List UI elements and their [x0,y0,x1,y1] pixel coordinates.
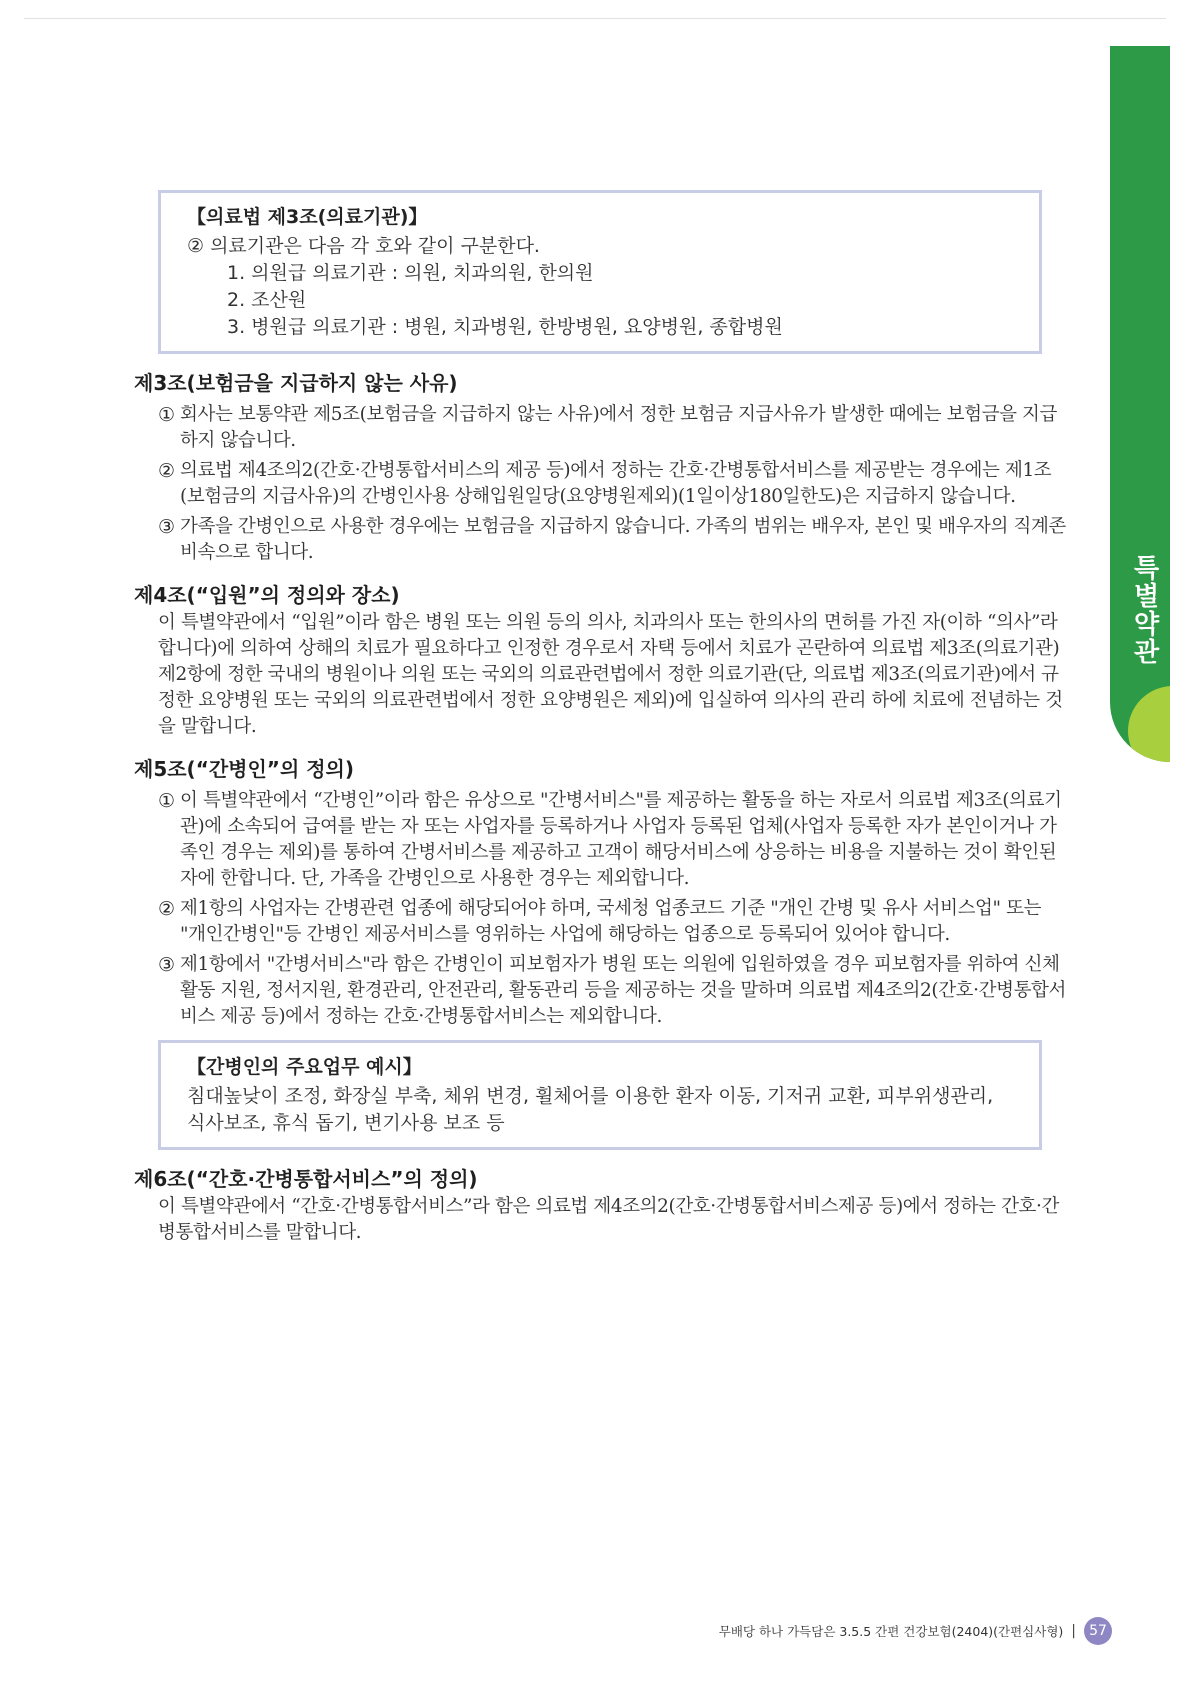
side-tab-label: 특별약관 [1129,554,1159,666]
clause-text: 가족을 간병인으로 사용한 경우에는 보험금을 지급하지 않습니다. 가족의 범위는 배우자, 본인 및 배우자의 직계존비속으로 합니다. [180,516,1066,563]
page-footer [700,1618,1112,1644]
top-rule [24,18,1166,19]
article4-text: 이 특별약관에서 “입원”이라 함은 병원 또는 의원 등의 의사, 치과의사 또는 한의사의 면허를 가진 자(이하 “의사”라 합니다)에 의하여 상해의 치료가 필요하다고 인정한 경우로서 자택 등에서 치료가 곤란하여 의료법 제3조(의료기관) 제2항에 정한 국내의 병원이나 의원 또는 국외의 의료관련법에서 정한 의료기관(단, 의료법 제3조(의료기관)에서 규정한 요양병원 또는 국외의 의료관련법에서 정한 요양병원은 제외)에 입실하여 의사의 관리 하에 치료에 전념하는 것을 말합니다. [158,612,1063,737]
clause-number: ① [158,790,176,812]
medical-law-box-item: 1. 의원급 의료기관 : 의원, 치과의원, 한의원 [227,262,594,284]
article6-text: 이 특별약관에서 “간호·간병통합서비스”라 함은 의료법 제4조의2(간호·간병통합서비스제공 등)에서 정하는 간호·간병통합서비스를 말합니다. [158,1196,1059,1243]
clause-number: ③ [158,954,176,976]
clause-text: 의료법 제4조의2(간호·간병통합서비스의 제공 등)에서 정하는 간호·간병통합서비스를 제공받는 경우에는 제1조(보험금의 지급사유)의 간병인사용 상해입원일당(요양병원제외)(1일이상180일한도)은 지급하지 않습니다. [180,460,1052,507]
medical-law-box-lead: ② 의료기관은 다음 각 호와 같이 구분한다. [187,235,540,257]
medical-law-box-item: 2. 조산원 [227,289,307,311]
medical-law-box-title: 【의료법 제3조(의료기관)】 [187,206,428,228]
clause-number: ① [158,404,176,426]
clause-text: 회사는 보통약관 제5조(보험금을 지급하지 않는 사유)에서 정한 보험금 지급사유가 발생한 때에는 보험금을 지급하지 않습니다. [180,404,1057,451]
article5-clause [134,788,1069,892]
page-number-badge: 57 [1084,1617,1112,1645]
article5-clause [134,952,1069,1030]
clause-number: ③ [158,516,176,538]
clause-number: ② [158,460,176,482]
article6-title: 제6조(“간호·간병통합서비스”의 정의) [134,1167,478,1191]
clause-text: 이 특별약관에서 “간병인”이라 함은 유상으로 "간병서비스"를 제공하는 활동을 하는 자로서 의료법 제3조(의료기관)에 소속되어 급여를 받는 자 또는 사업자를 등록하거나 사업자 등록된 업체(사업자 등록한 자가 본인이거나 가족인 경우는 제외)를 통하여 간병서비스를 제공하고 고객이 해당서비스에 상응하는 비용을 지불하는 것이 확인된 자에 한합니다. 단, 가족을 간병인으로 사용한 경우는 제외합니다. [180,790,1062,889]
side-tab [1110,46,1170,762]
article4-title: 제4조(“입원”의 정의와 장소) [134,583,400,607]
caregiver-duties-box [158,1040,1042,1150]
caregiver-duties-box-title: 【간병인의 주요업무 예시】 [187,1056,422,1078]
clause-number: ② [158,898,176,920]
clause-text: 제1항의 사업자는 간병관련 업종에 해당되어야 하며, 국세청 업종코드 기준 "개인 간병 및 유사 서비스업" 또는 "개인간병인"등 간병인 제공서비스를 영위하는 사업에 해당하는 업종으로 등록되어 있어야 합니다. [180,898,1042,945]
clause-text: 제1항에서 "간병서비스"라 함은 간병인이 피보험자가 병원 또는 의원에 입원하였을 경우 피보험자를 위하여 신체활동 지원, 정서지원, 환경관리, 안전관리, 활동관리 등을 제공하는 것을 말하며 의료법 제4조의2(간호·간병통합서비스 제공 등)에서 정하는 간호·간병통합서비스는 제외합니다. [180,954,1066,1027]
footer-product-name: 무배당 하나 가득담은 3.5.5 간편 건강보험(2404)(간편심사형) [718,1624,1064,1639]
footer-separator: | [1071,1623,1076,1639]
side-tab-arc [1128,686,1170,762]
caregiver-duties-box-text: 침대높낮이 조정, 화장실 부축, 체위 변경, 휠체어를 이용한 환자 이동, 기저귀 교환, 피부위생관리, 식사보조, 휴식 돕기, 변기사용 보조 등 [187,1085,994,1134]
page-content [134,190,1069,1246]
medical-law-box [158,190,1042,354]
article5-clause [134,896,1069,948]
article5-title: 제5조(“간병인”의 정의) [134,757,355,781]
medical-law-box-item: 3. 병원급 의료기관 : 병원, 치과병원, 한방병원, 요양병원, 종합병원 [227,316,783,338]
article3-clause [134,402,1069,454]
article3-clause [134,514,1069,566]
article3-title: 제3조(보험금을 지급하지 않는 사유) [134,371,458,395]
article3-clause [134,458,1069,510]
